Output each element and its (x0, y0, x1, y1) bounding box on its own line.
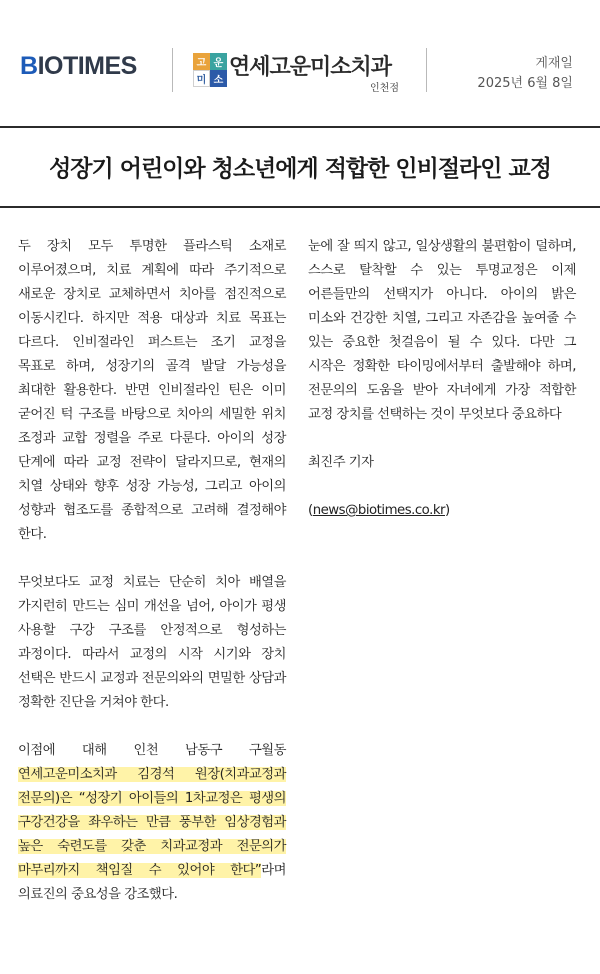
clinic-logo-mark (193, 53, 227, 87)
email-open-paren: ( (308, 503, 313, 518)
publish-date: 2025년 6월 8일 (477, 76, 573, 91)
logo-prefix: B (20, 52, 38, 80)
clinic-mark-char: 미 (193, 70, 210, 87)
publish-date-label: 게재일 (535, 56, 573, 71)
clinic-mark-char: 고 (193, 53, 210, 70)
email-close-paren: ) (444, 503, 450, 518)
clinic-mark-char: 소 (210, 70, 227, 87)
page-header (0, 0, 600, 125)
reporter-email-link[interactable]: news@biotimes.co.kr (312, 503, 445, 518)
article-paragraph: 눈에 잘 띄지 않고, 일상생활의 불편함이 덜하며, 스스로 탈착할 수 있는 투명교정은 이제 어른들만의 선택지가 아니다. 아이의 밝은 미소와 건강한 치열, 그리고 자존감을 높여줄 수 있는 중요한 첫걸음이 될 수 있다. 다만 그 시작은 정확한 타이밍에서부터 출발해야 하며, 전문의의 도움을 받아 자녀에게 가장 적합한 교정 장치를 선택하는 것이 무엇보다 중요하다 (308, 239, 576, 422)
paragraph-text: 라며 의료진의 중요성을 강조했다. (18, 863, 286, 902)
highlighted-quote: 연세고운미소치과 김경석 원장(치과교정과 전문의)은 “성장기 아이들의 1차교정은 평생의 구강건강을 좌우하는 만큼 풍부한 임상경험과 높은 숙련도를 갖춘 치과교정과 전문의가 마무리까지 책임질 수 있어야 한다” (18, 767, 286, 878)
article-column-left (18, 235, 286, 931)
headline-bottom-rule (0, 206, 600, 208)
header-divider (426, 48, 427, 92)
article-column-right (308, 235, 576, 547)
article-paragraph: 무엇보다도 교정 치료는 단순히 치아 배열을 가지런히 만드는 심미 개선을 넘어, 아이가 평생 사용할 구강 구조를 안정적으로 형성하는 과정이다. 따라서 교정의 시작 시기와 장치 선택은 반드시 교정과 전문의와의 면밀한 상담과 정확한 진단을 거쳐야 한다. (18, 575, 286, 710)
clinic-mark-char: 운 (210, 53, 227, 70)
paragraph-text: 이점에 대해 인천 남동구 구월동 (18, 743, 286, 758)
logo-text: IOTIMES (37, 52, 137, 80)
article-paragraph: 두 장치 모두 투명한 플라스틱 소재로 이루어졌으며, 치료 계획에 따라 주기적으로 새로운 장치로 교체하면서 치아를 점진적으로 이동시킨다. 하지만 적용 대상과 치료 목표는 다르다. 인비절라인 퍼스트는 조기 교정을 목표로 하며, 성장기의 골격 발달 가능성을 최대한 활용한다. 반면 인비절라인 틴은 이미 굳어진 턱 구조를 바탕으로 치아의 세밀한 위치 조정과 교합 정렬을 주로 다룬다. 아이의 성장 단계에 따라 교정 전략이 달라지므로, 현재의 치열 상태와 향후 성장 가능성, 그리고 아이의 성향과 협조도를 종합적으로 고려해 결정해야 한다. (18, 239, 286, 542)
clinic-branch: 인천점 (370, 83, 399, 94)
reporter-name: 최진주 기자 (308, 455, 374, 470)
reporter-email-line (308, 499, 576, 523)
article-paragraph (18, 739, 286, 907)
clinic-name: 연세고운미소치과 (229, 55, 392, 80)
article-headline: 성장기 어린이와 청소년에게 적합한 인비절라인 교정 (49, 156, 551, 182)
header-divider (172, 48, 173, 92)
headline-top-rule (0, 126, 600, 128)
biotimes-logo[interactable] (20, 52, 137, 81)
